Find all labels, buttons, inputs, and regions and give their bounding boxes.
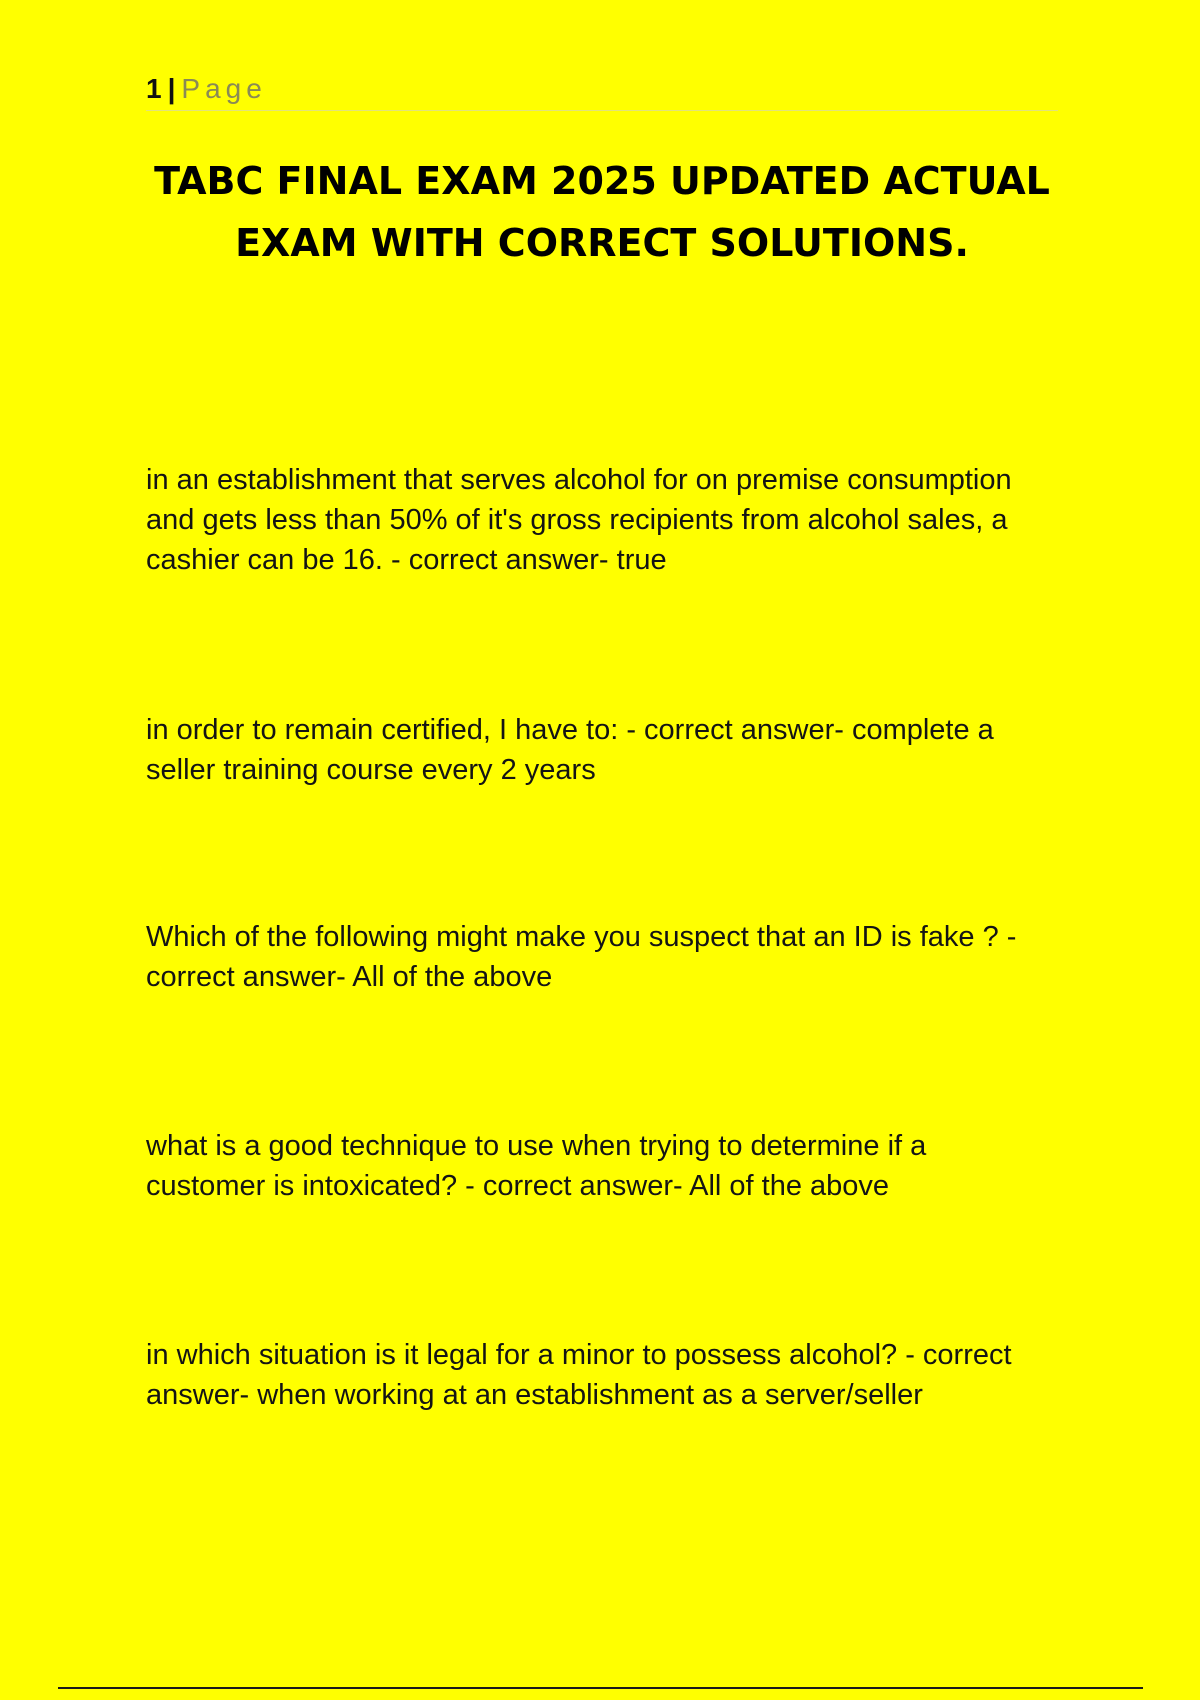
page-number-separator: | [167, 73, 176, 104]
question-answer-5: in which situation is it legal for a minor to possess alcohol? - correct answer- when working at an establishment as a server/seller [146, 1339, 1012, 1411]
question-answer-3: Which of the following might make you suspect that an ID is fake ? - correct answer- All of the above [146, 921, 1017, 993]
document-title: TABC FINAL EXAM 2025 UPDATED ACTUAL EXAM WITH CORRECT SOLUTIONS. [154, 159, 1050, 265]
page-header [146, 72, 1058, 111]
page-number: 1 [146, 73, 162, 104]
page-label: Page [181, 73, 267, 104]
question-answer-4: what is a good technique to use when trying to determine if a customer is intoxicated? - correct answer- All of the above [146, 1130, 927, 1202]
bottom-divider [58, 1687, 1143, 1689]
question-answer-1: in an establishment that serves alcohol for on premise consumption and gets less than 50% of it's gross recipients from alcohol sales, a cashier can be 16. - correct answer- true [146, 464, 1012, 576]
question-answer-2: in order to remain certified, I have to: - correct answer- complete a seller training course every 2 years [146, 714, 994, 786]
